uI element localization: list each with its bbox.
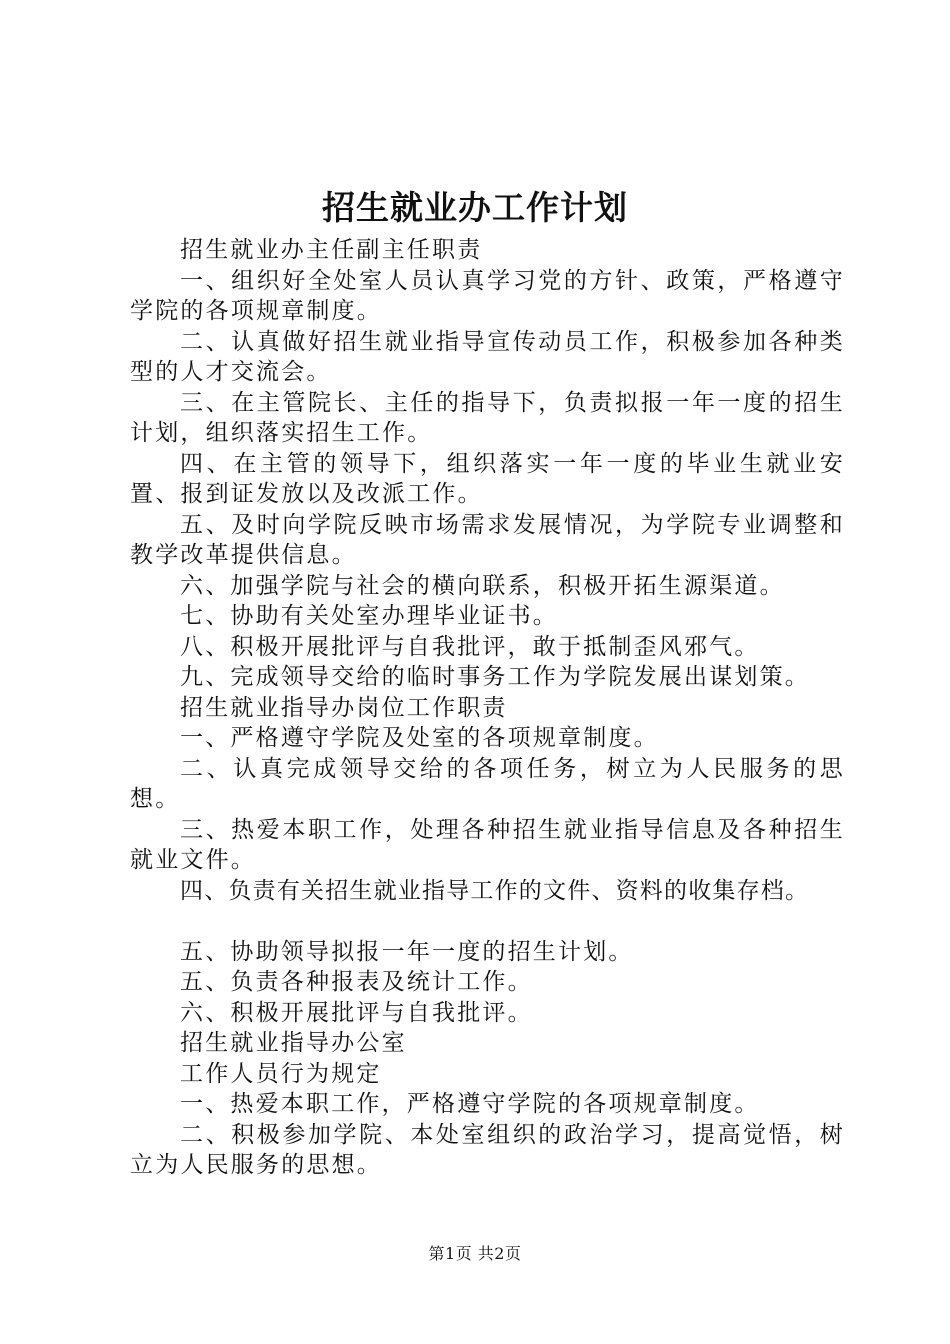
section-heading: 招生就业指导办公室 [180,1030,407,1056]
paragraph: 五、及时向学院反映市场需求发展情况，为学院专业调整和教学改革提供信息。 [130,511,845,568]
paragraph: 五、负责各种报表及统计工作。 [180,969,533,995]
document-title: 招生就业办工作计划 [322,188,628,227]
paragraph: 九、完成领导交给的临时事务工作为学院发展出谋划策。 [180,664,810,690]
blank-line [130,906,845,937]
paragraph: 二、认真完成领导交给的各项任务，树立为人民服务的思想。 [130,755,845,812]
paragraph: 一、组织好全处室人员认真学习党的方针、政策，严格遵守学院的各项规章制度。 [130,267,845,324]
section-heading: 招生就业办主任副主任职责 [180,237,483,263]
paragraph: 七、协助有关处室办理毕业证书。 [180,603,558,629]
paragraph: 四、负责有关招生就业指导工作的文件、资料的收集存档。 [180,877,810,904]
paragraph: 三、热爱本职工作，处理各种招生就业指导信息及各种招生就业文件。 [130,816,845,873]
paragraph: 五、协助领导拟报一年一度的招生计划。 [180,938,634,965]
section-heading: 招生就业指导办岗位工作职责 [180,694,508,721]
document-body [130,235,845,1181]
paragraph: 六、加强学院与社会的横向联系，积极开拓生源渠道。 [180,572,785,599]
paragraph: 一、热爱本职工作，严格遵守学院的各项规章制度。 [180,1091,760,1117]
paragraph: 六、积极开展批评与自我批评。 [180,999,533,1026]
paragraph: 二、认真做好招生就业指导宣传动员工作，积极参加各种类型的人才交流会。 [130,328,845,385]
paragraph: 一、严格遵守学院及处室的各项规章制度。 [180,725,659,751]
paragraph: 四、在主管的领导下，组织落实一年一度的毕业生就业安置、报到证发放以及改派工作。 [130,450,845,507]
page-number: 第1页 共2页 [428,1244,522,1263]
section-heading: 工作人员行为规定 [180,1060,382,1087]
paragraph: 三、在主管院长、主任的指导下，负责拟报一年一度的招生计划，组织落实招生工作。 [130,389,845,446]
paragraph: 二、积极参加学院、本处室组织的政治学习，提高觉悟，树立为人民服务的思想。 [130,1121,845,1178]
paragraph: 八、积极开展批评与自我批评，敢于抵制歪风邪气。 [180,633,760,660]
